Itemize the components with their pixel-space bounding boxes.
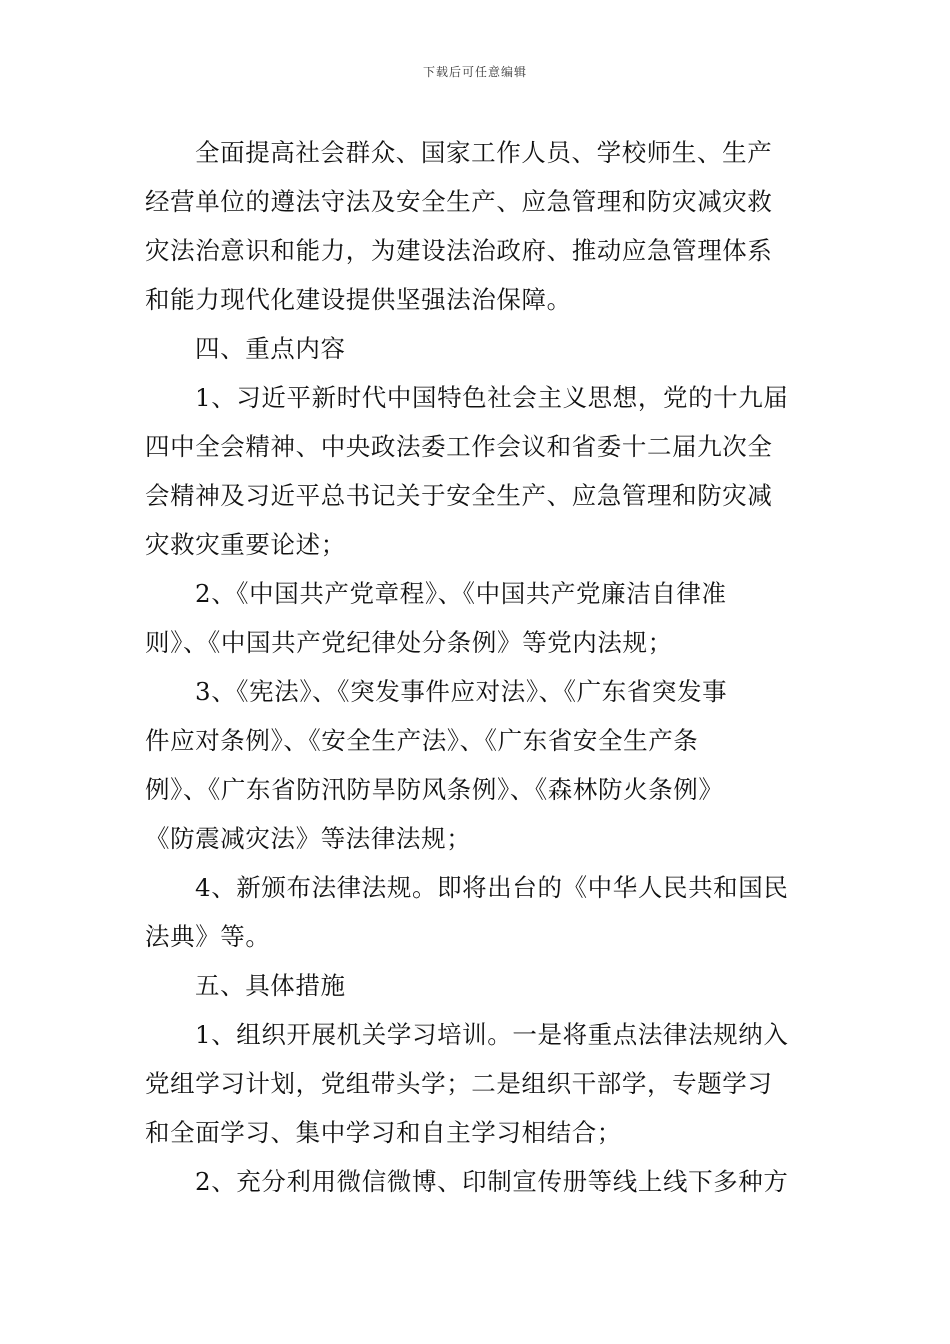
paragraph-line: 2、充分利用微信微博、印制宣传册等线上线下多种方 (195, 1167, 789, 1196)
paragraph-line: 和能力现代化建设提供坚强法治保障。 (145, 285, 572, 314)
paragraph-line: 和全面学习、集中学习和自主学习相结合； (145, 1118, 622, 1147)
paragraph-line: 法典》等。 (145, 922, 271, 951)
paragraph-line: 3、《宪法》、《突发事件应对法》、《广东省突发事 (195, 677, 728, 706)
paragraph-line: 灾救灾重要论述； (145, 530, 346, 559)
section-heading: 五、具体措施 (195, 971, 346, 1000)
paragraph-line: 件应对条例》、《安全生产法》、《广东省安全生产条 (145, 726, 699, 755)
paragraph-line: 四中全会精神、中央政法委工作会议和省委十二届九次全 (145, 432, 773, 461)
paragraph-line: 1、习近平新时代中国特色社会主义思想，党的十九届 (195, 383, 789, 412)
paragraph-line: 例》、《广东省防汛防旱防风条例》、《森林防火条例》 (145, 775, 724, 804)
paragraph-line: 4、新颁布法律法规。即将出台的《中华人民共和国民 (195, 873, 789, 902)
page-header-note: 下载后可任意编辑 (422, 65, 527, 79)
document-body (145, 128, 807, 1206)
paragraph-line: 则》、《中国共产党纪律处分条例》等党内法规； (145, 628, 673, 657)
paragraph-line: 1、组织开展机关学习培训。一是将重点法律法规纳入 (195, 1020, 789, 1049)
paragraph-line: 会精神及习近平总书记关于安全生产、应急管理和防灾减 (145, 481, 773, 510)
paragraph-line: 《防震减灾法》等法律法规； (145, 824, 472, 853)
paragraph-line: 全面提高社会群众、国家工作人员、学校师生、生产 (195, 138, 773, 167)
paragraph-line: 2、《中国共产党章程》、《中国共产党廉洁自律准 (195, 579, 727, 608)
paragraph-line: 灾法治意识和能力，为建设法治政府、推动应急管理体系 (145, 236, 773, 265)
paragraph-line: 经营单位的遵法守法及安全生产、应急管理和防灾减灾救 (145, 187, 773, 216)
section-heading: 四、重点内容 (195, 334, 346, 363)
paragraph-line: 党组学习计划，党组带头学；二是组织干部学，专题学习 (145, 1069, 773, 1098)
